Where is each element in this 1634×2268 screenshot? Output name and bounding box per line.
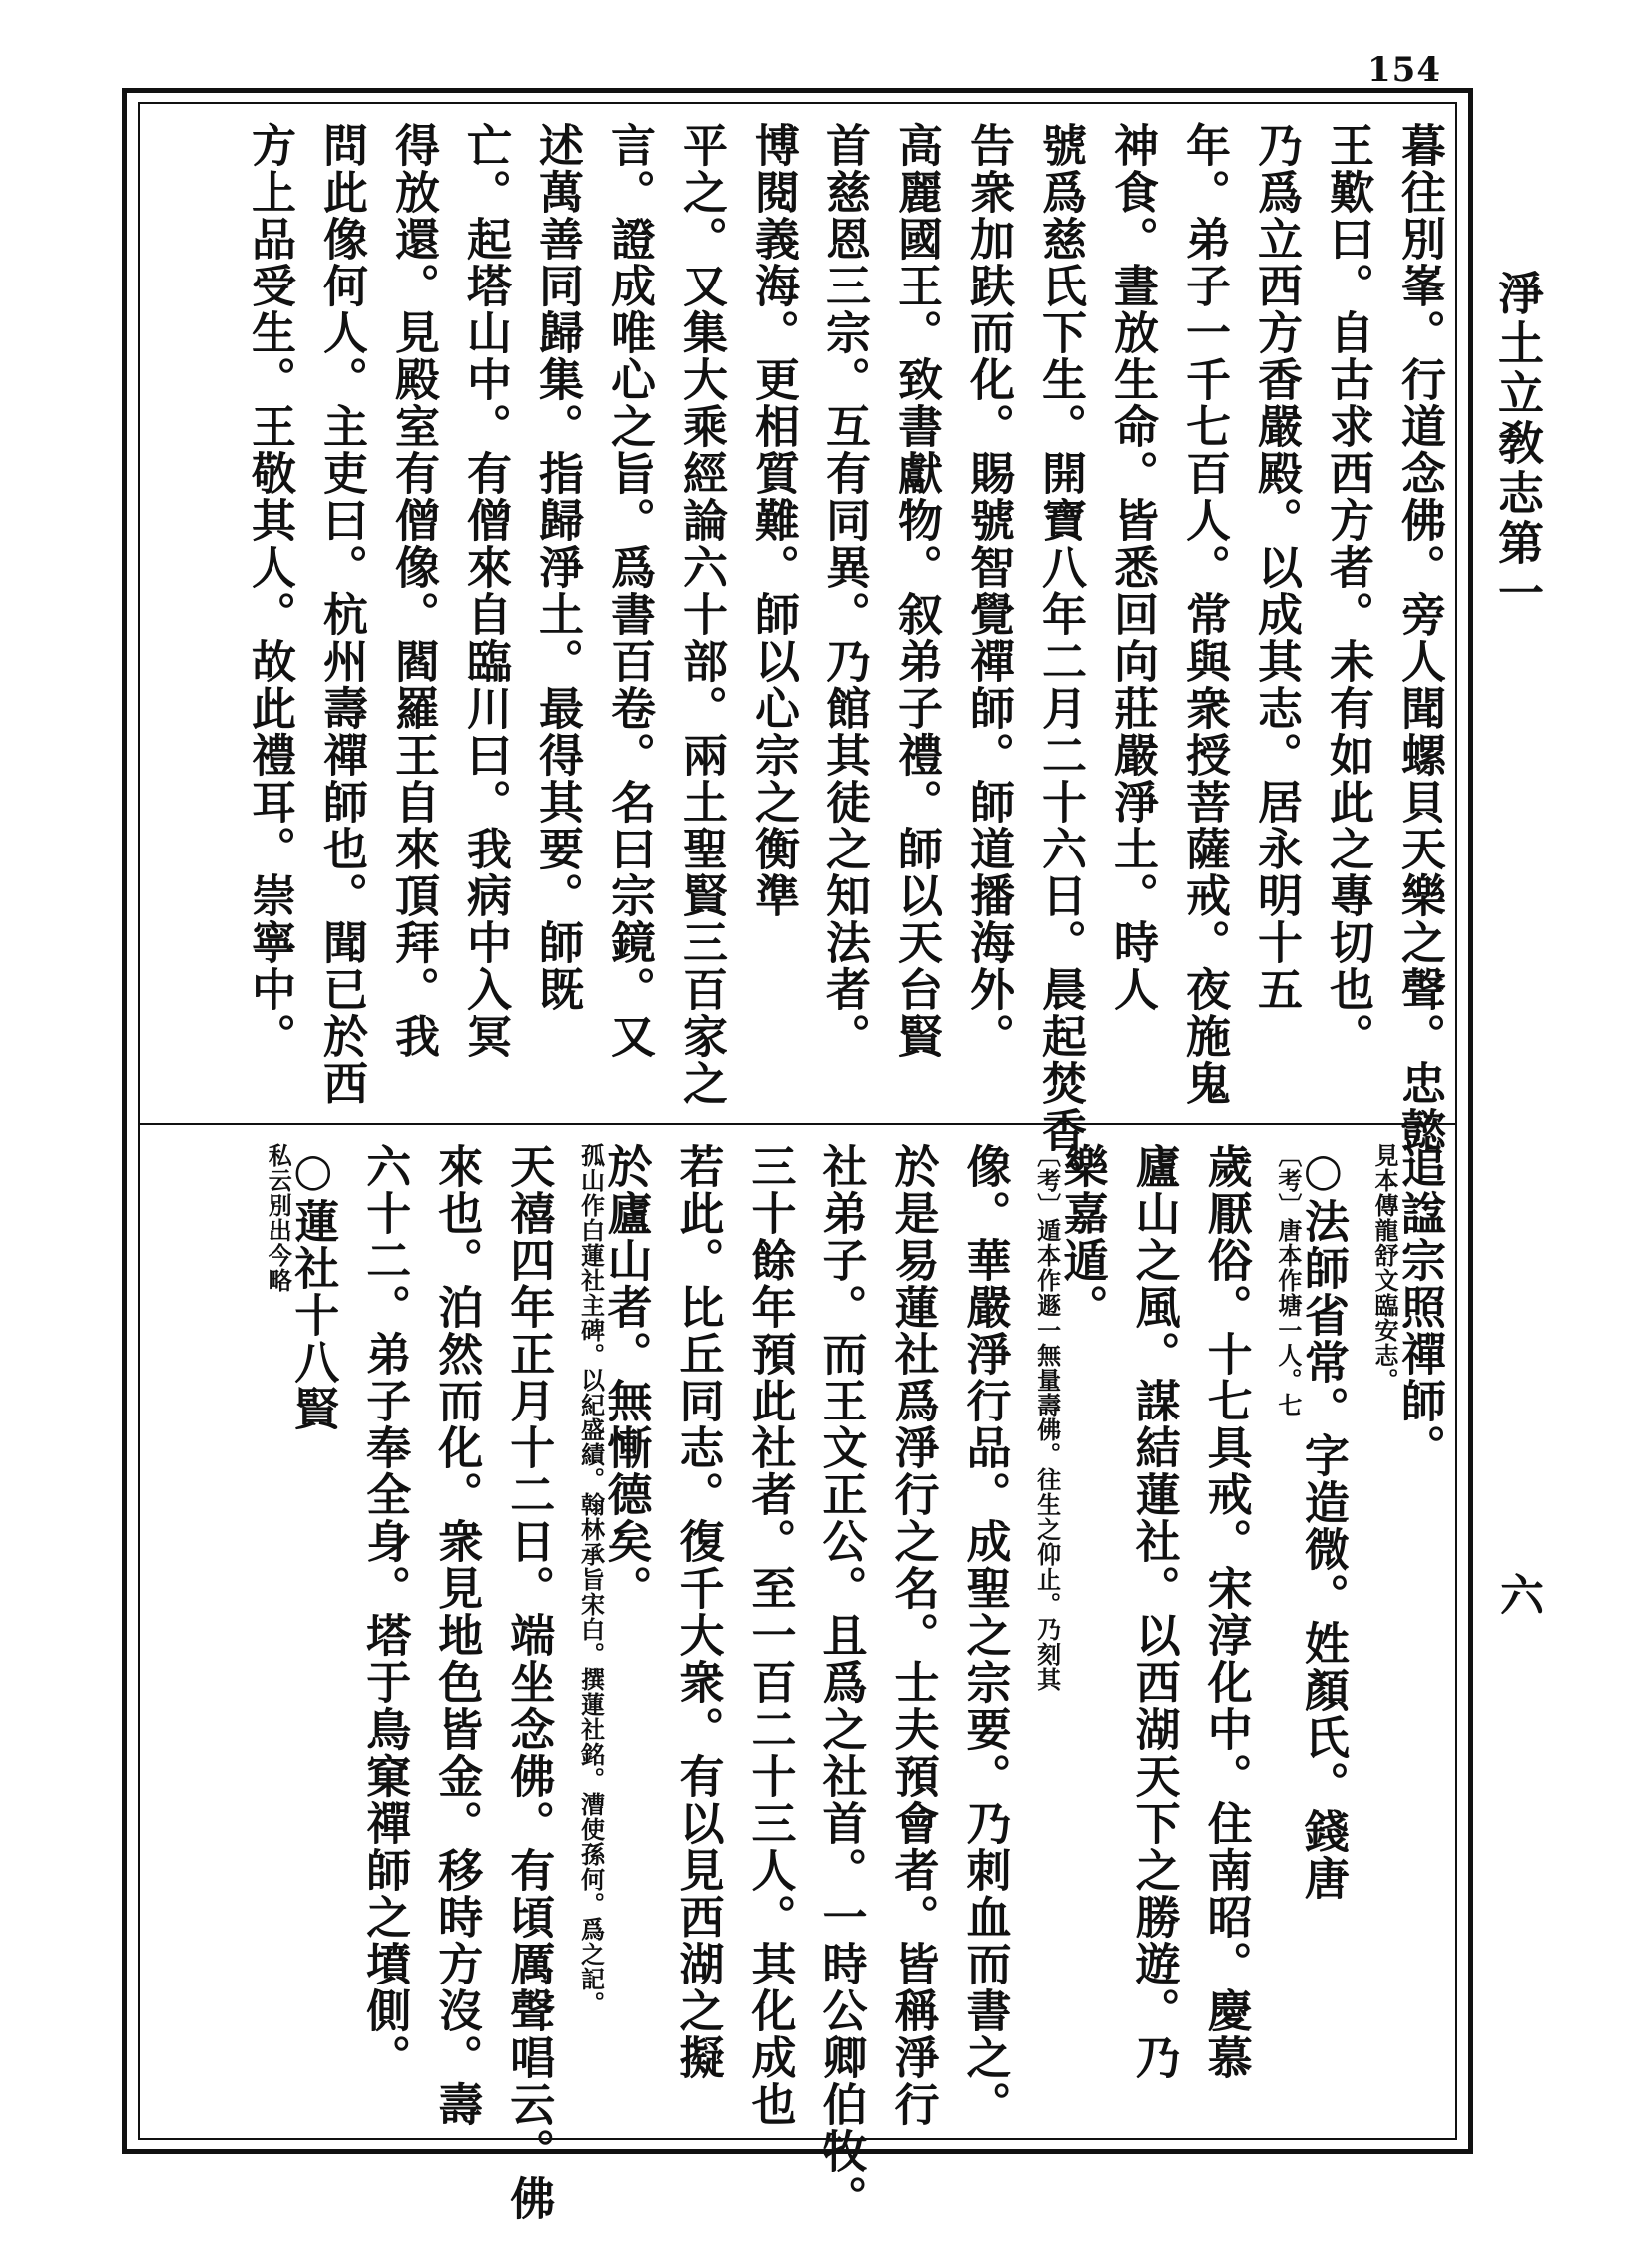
text-column: 王歎曰。自古求西方者。未有如此之專切也。 (1322, 122, 1374, 1060)
column-main-text: 樂嘉遁。 (1055, 1143, 1109, 1331)
column-main-text: ○法師省常。字造微。姓顏氏。錢唐 (1296, 1143, 1350, 1902)
text-column: 博閱義海。更相質難。師以心宗之衡準 (747, 122, 800, 919)
text-column: 告衆加趺而化。賜號智覺禪師。師道播海外。 (962, 122, 1015, 1060)
column-main-text: 追諡宗照禪師。 (1393, 1143, 1446, 1471)
folio-mark: 六 (1492, 1572, 1543, 1616)
column-annotation: 〔考〕唐本作塘一人。七 (1273, 1143, 1303, 1418)
text-column: 年。弟子一千七百人。常與衆授菩薩戒。夜施鬼 (1178, 122, 1231, 1107)
text-column: 歲厭俗。十七具戒。宋淳化中。住南昭。慶慕 (1199, 1143, 1253, 2081)
text-column: 首慈恩三宗。互有同異。乃館其徒之知法者。 (818, 122, 871, 1060)
text-column: 神食。晝放生命。皆悉回向莊嚴淨土。時人 (1106, 122, 1159, 1013)
text-column: 若此。比丘同志。復千大衆。有以見西湖之擬 (671, 1143, 725, 2081)
text-column: 來也。泊然而化。衆見地色皆金。移時方沒。壽 (430, 1143, 484, 2128)
section-divider (140, 1123, 1455, 1125)
text-column: 亡。起塔山中。有僧來自臨川曰。我病中入冥 (459, 122, 512, 1060)
text-column: 方上品受生。王敬其人。故此禮耳。崇寧中。 (244, 122, 296, 1060)
column-annotation: 〔考〕遁本作遯一無量壽佛。往生之仰止。乃刻其 (1032, 1143, 1062, 1692)
text-column: 社弟子。而王文正公。且爲之社首。一時公卿伯牧。 (815, 1143, 868, 2222)
text-column: 暮往別峯。行道念佛。旁人聞螺貝天樂之聲。忠懿 (1393, 122, 1446, 1154)
text-column: 言。證成唯心之旨。爲書百卷。名曰宗鏡。又 (603, 122, 656, 1060)
text-column: 述萬善同歸集。指歸淨土。最得其要。師既 (531, 122, 584, 1013)
text-column: 乃爲立西方香嚴殿。以成其志。居永明十五 (1250, 122, 1303, 1013)
text-column (1032, 1143, 1109, 2116)
text-column: 高麗國王。致書獻物。叙弟子禮。師以天台賢 (890, 122, 943, 1060)
column-annotation: 私云別出今略 (264, 1143, 293, 1293)
text-column (576, 1143, 653, 2116)
text-column (264, 1143, 340, 2116)
page-number: 154 (1367, 50, 1441, 90)
text-column: 問此像何人。主吏曰。杭州壽禪師也。聞已於西 (315, 122, 368, 1107)
text-column (1370, 1143, 1446, 2116)
text-column: 像。華嚴淨行品。成聖之宗要。乃刺血而書之。 (958, 1143, 1012, 2128)
lower-text-block (235, 1143, 1446, 2222)
column-annotation: 孤山作白蓮社主碑。以紀盛績。翰林承旨宋白。撰蓮社銘。漕使孫何。爲之記。 (576, 1143, 606, 2016)
column-annotation: 見本傳龍舒文臨安志。 (1370, 1143, 1399, 1393)
text-column: 六十二。弟子奉全身。塔于鳥窠禪師之墳側。 (358, 1143, 412, 2081)
text-column: 於是易蓮社爲淨行之名。士夫預會者。皆稱淨行 (886, 1143, 940, 2128)
column-main-text: ○蓮社十八賢 (286, 1143, 340, 1432)
text-column (1273, 1143, 1350, 2116)
text-column: 平之。又集大乘經論六十部。兩土聖賢三百家之 (675, 122, 728, 1107)
text-column: 三十餘年預此社者。至一百二十三人。其化成也 (743, 1143, 797, 2128)
text-column: 天禧四年正月十二日。端坐念佛。有頃厲聲唱云。佛 (502, 1143, 556, 2222)
text-column: 得放還。見殿室有僧像。閻羅王自來頂拜。我 (387, 122, 440, 1060)
running-header-title: 淨土立敎志第一 (1491, 270, 1545, 619)
text-column: 廬山之風。謀結蓮社。以西湖天下之勝遊。乃 (1127, 1143, 1181, 2081)
text-column: 號爲慈氏下生。開寶八年二月二十六日。晨起焚香。 (1034, 122, 1087, 1201)
upper-text-block (165, 122, 1446, 1201)
column-main-text: 於廬山者。無慚德矣。 (599, 1143, 653, 1612)
